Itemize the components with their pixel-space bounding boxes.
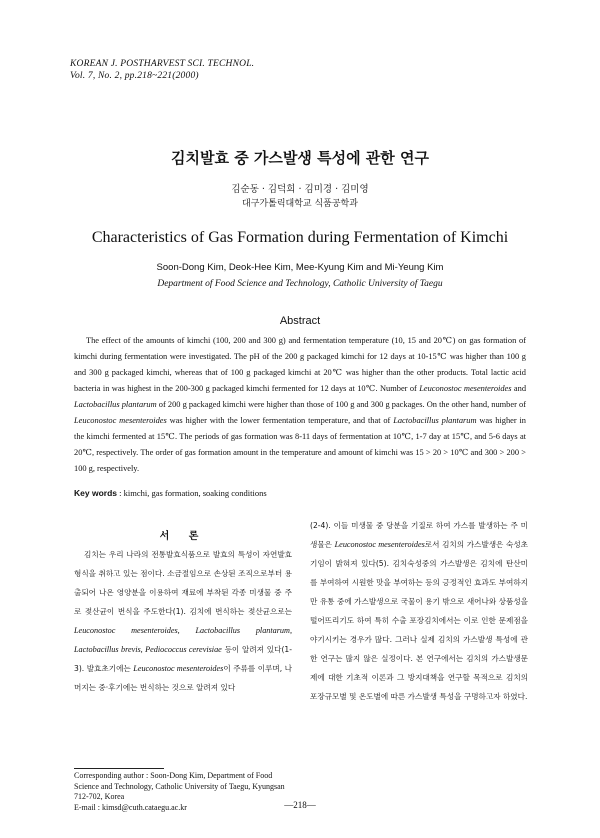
korean-affiliation: 대구가톨릭대학교 식품공학과 [242,199,358,209]
journal-name: KOREAN J. POSTHARVEST SCI. TECHNOL. [70,59,255,69]
organism-name: Lactobacillus plantarum [393,416,477,425]
english-authors: Soon-Dong Kim, Deok-Hee Kim, Mee-Kyung Kim and Mi-Yeung Kim [156,262,444,273]
intro-text: (2-4). 이들 미생물 중 당분을 기질로 하여 가스를 발생하는 주 미생물은 [310,521,528,549]
keywords-text: : kimchi, gas formation, soaking conditions [119,488,267,498]
organism-name: Leuconostoc mesenteroides [419,384,512,393]
intro-text: 로서 김치의 가스발생은 숙성초기임이 밝혀져 있다(5). 김치숙성중의 가스발생은 김치에 탄산미를 부여하여 시원한 맛을 부여하는 등의 긍정적인 효과도 부여하지만 유통 중에 가스발생으로 국물이 용기 밖으로 새어나와 상품성을 떨어뜨리기도 하여 특히 수출 포장김치에서는 이로 인한 문제점을 야기시키는 경우가 많다. 그러나 실제 김치의 가스발생 특성에 관한 연구는 많지 않은 실정이다. 본 연구에서는 김치의 가스발생문제에 대한 기초적 이론과 그 방지대책을 연구할 목적으로 김치의 포장규모별 및 온도별에 따른 가스발생 특성을 구명하고자 하였다. [310,540,528,701]
page-number: —218— [284,800,316,810]
intro-right-column [310,516,528,706]
keywords-label: Key words [74,488,117,498]
footnote-divider [74,768,164,769]
abstract-body [74,333,526,477]
english-affiliation: Department of Food Science and Technology, Catholic University of Taegu [157,279,443,289]
organism-name: Leuconostoc mesenteroides [334,540,425,549]
intro-text: 이 주류를 이루며, 나머지는 중·후기에는 번식하는 것으로 알려져 있다 [74,664,292,692]
korean-authors: 김순동 · 김덕희 · 김미경 · 김미영 [231,184,369,195]
organism-name: Lactobacillus plantarum [74,400,157,409]
intro-left-column [74,545,292,697]
organism-name: Leuconostoc mesenteroides [133,664,224,673]
intro-text: 등이 알려져 있다(1-3). 발효초기에는 [74,645,292,673]
intro-text: 김치는 우리 나라의 전통발효식품으로 발효의 특성이 자연발효형식을 취하고 있는 점이다. 소금절임으로 손상된 조직으로부터 용출되어 나온 영양분을 이용하여 재료에 부착된 각종 미생물 중 주로 젖산균이 번식을 주도한다(1). 김치에 번식하는 젖산균으로는 [74,550,292,616]
abstract-text: of 200 g packaged kimchi were higher than those of 100 g and 300 g packages. On the other hand, number of [156,400,526,409]
organism-name: Leuconostoc mesenteroides [74,416,167,425]
abstract-heading: Abstract [279,315,321,327]
abstract-text: was higher in the kimchi fermented at 15℃. The periods of gas formation was 8-11 days of fermentation at 10℃, 1-7 day at 15℃, and 5-6 days at 20℃, respectively. The order of gas formation amount in the temperature and amount of kimchi was 15 > 20 > 10℃ and 300 > 200 > 100 g, respectively. [74,416,526,473]
abstract-text: The effect of the amounts of kimchi (100, 200 and 300 g) and fermentation temperature (10, 15 and 20℃) on gas formation of kimchi during fermentation were investigated. The pH of the 200 g packaged kimchi for 12 days at 10-15℃ was higher than 100 g and 300 g packaged kimchi, whereas that of 100 g packaged kimchi at 20℃ was higher than the other products. Total lactic acid bacteria in was highest in the 200-300 g packaged kimchi fermented for 12 days at 10℃. Number of [74,336,526,393]
abstract-text: and [511,384,527,393]
english-title: Characteristics of Gas Formation during Fermentation of Kimchi [91,229,509,246]
section-heading-introduction: 서 론 [159,531,207,542]
author-email: E-mail : kimsd@cuth.cataegu.ac.kr [74,802,187,812]
corresponding-author: Corresponding author : Soon-Dong Kim, Department of Food Science and Technology, Catholic University of Taegu, Kyungsan 712-702, Korea [74,771,285,801]
journal-header [70,58,254,82]
abstract-text: was higher with the lower fermentation temperature, and that of [166,416,394,425]
journal-citation: Vol. 7, No. 2, pp.218~221(2000) [70,71,199,81]
korean-title: 김치발효 중 가스발생 특성에 관한 연구 [171,149,429,167]
organism-list: Leuconostoc mesenteroides, Lactobacillus plantarum, Lactobacillus brevis, Pediococcus cerevisiae [74,626,292,654]
keywords [74,488,267,498]
